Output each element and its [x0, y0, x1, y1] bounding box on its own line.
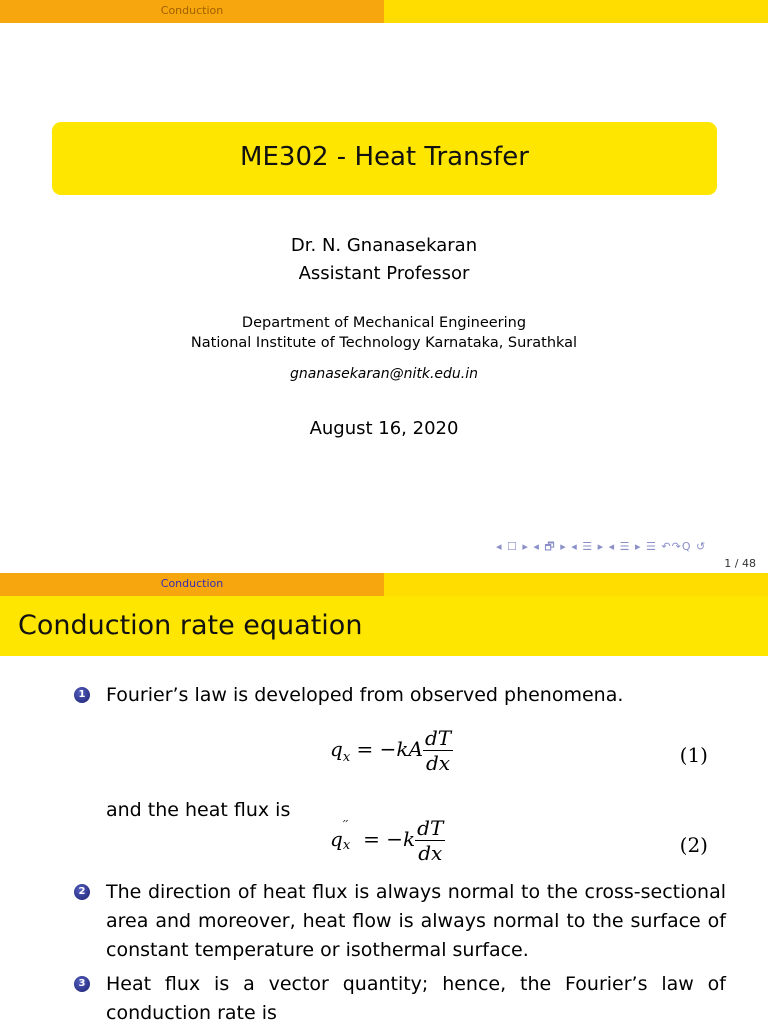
- equation-1-number: (1): [679, 743, 708, 767]
- date: August 16, 2020: [309, 418, 459, 439]
- eq2-denominator: dx: [418, 841, 443, 865]
- page-indicator: 1 / 48: [724, 557, 756, 570]
- list-item-text: Heat flux is a vector quantity; hence, the Fourier’s law of conduction rate is: [106, 973, 726, 1024]
- eq2-lhs-sup: ′′: [342, 818, 349, 832]
- author-name: Dr. N. Gnanasekaran: [290, 235, 478, 256]
- eq2-lhs: q: [330, 827, 343, 851]
- section-label[interactable]: Conduction: [160, 577, 224, 590]
- frame-title: Conduction rate equation: [18, 610, 363, 641]
- email: gnanasekaran@nitk.edu.in: [290, 366, 478, 382]
- eq2-fraction: [415, 816, 445, 865]
- eq1-lhs: q: [330, 737, 343, 761]
- section-label[interactable]: Conduction: [160, 4, 224, 17]
- connector-text: and the heat flux is: [106, 799, 291, 821]
- author-block: [0, 232, 768, 288]
- affiliation-block: [0, 313, 768, 353]
- eq2-numerator: dT: [417, 816, 444, 840]
- header-bar-right: [384, 573, 768, 596]
- header-bar-right: [384, 0, 768, 23]
- list-item-text: Fourier’s law is developed from observed phenomena.: [106, 684, 624, 706]
- eq1-fraction: [423, 726, 453, 775]
- eq2-lhs-sub: x: [342, 838, 351, 853]
- eq1-rhs-prefix: = −kA: [356, 737, 423, 761]
- header-bar: [0, 0, 768, 23]
- enumerate-bullet-icon: 3: [74, 976, 90, 992]
- equation-2: [330, 816, 445, 865]
- title-box: [52, 122, 717, 195]
- frame-title-bar: [0, 596, 768, 656]
- content-slide: [0, 573, 768, 1024]
- presentation-title: ME302 - Heat Transfer: [240, 142, 529, 172]
- list-item-text: The direction of heat flux is always normal to the cross-sectional area and moreover, heat flow is always normal to the surface of constant temperature or isothermal surface.: [106, 881, 726, 961]
- eq2-rhs-prefix: = −k: [363, 827, 416, 851]
- enumerate-bullet-icon: 2: [74, 884, 90, 900]
- eq1-numerator: dT: [424, 726, 452, 750]
- author-position: Assistant Professor: [298, 263, 470, 284]
- equation-2-number: (2): [679, 833, 708, 857]
- eq1-denominator: dx: [425, 751, 451, 775]
- equation-1: [330, 726, 453, 775]
- beamer-navigation-icons[interactable]: ◂ ☐ ▸ ◂ 🗗 ▸ ◂ ☰ ▸ ◂ ☰ ▸ ☰ ↶↷Q ↺: [496, 540, 707, 553]
- department: Department of Mechanical Engineering: [241, 315, 527, 331]
- enumerate-bullet-icon: 1: [74, 687, 90, 703]
- header-bar: [0, 573, 768, 596]
- institute: National Institute of Technology Karnataka, Surathkal: [190, 335, 578, 351]
- eq1-lhs-sub: x: [342, 750, 351, 765]
